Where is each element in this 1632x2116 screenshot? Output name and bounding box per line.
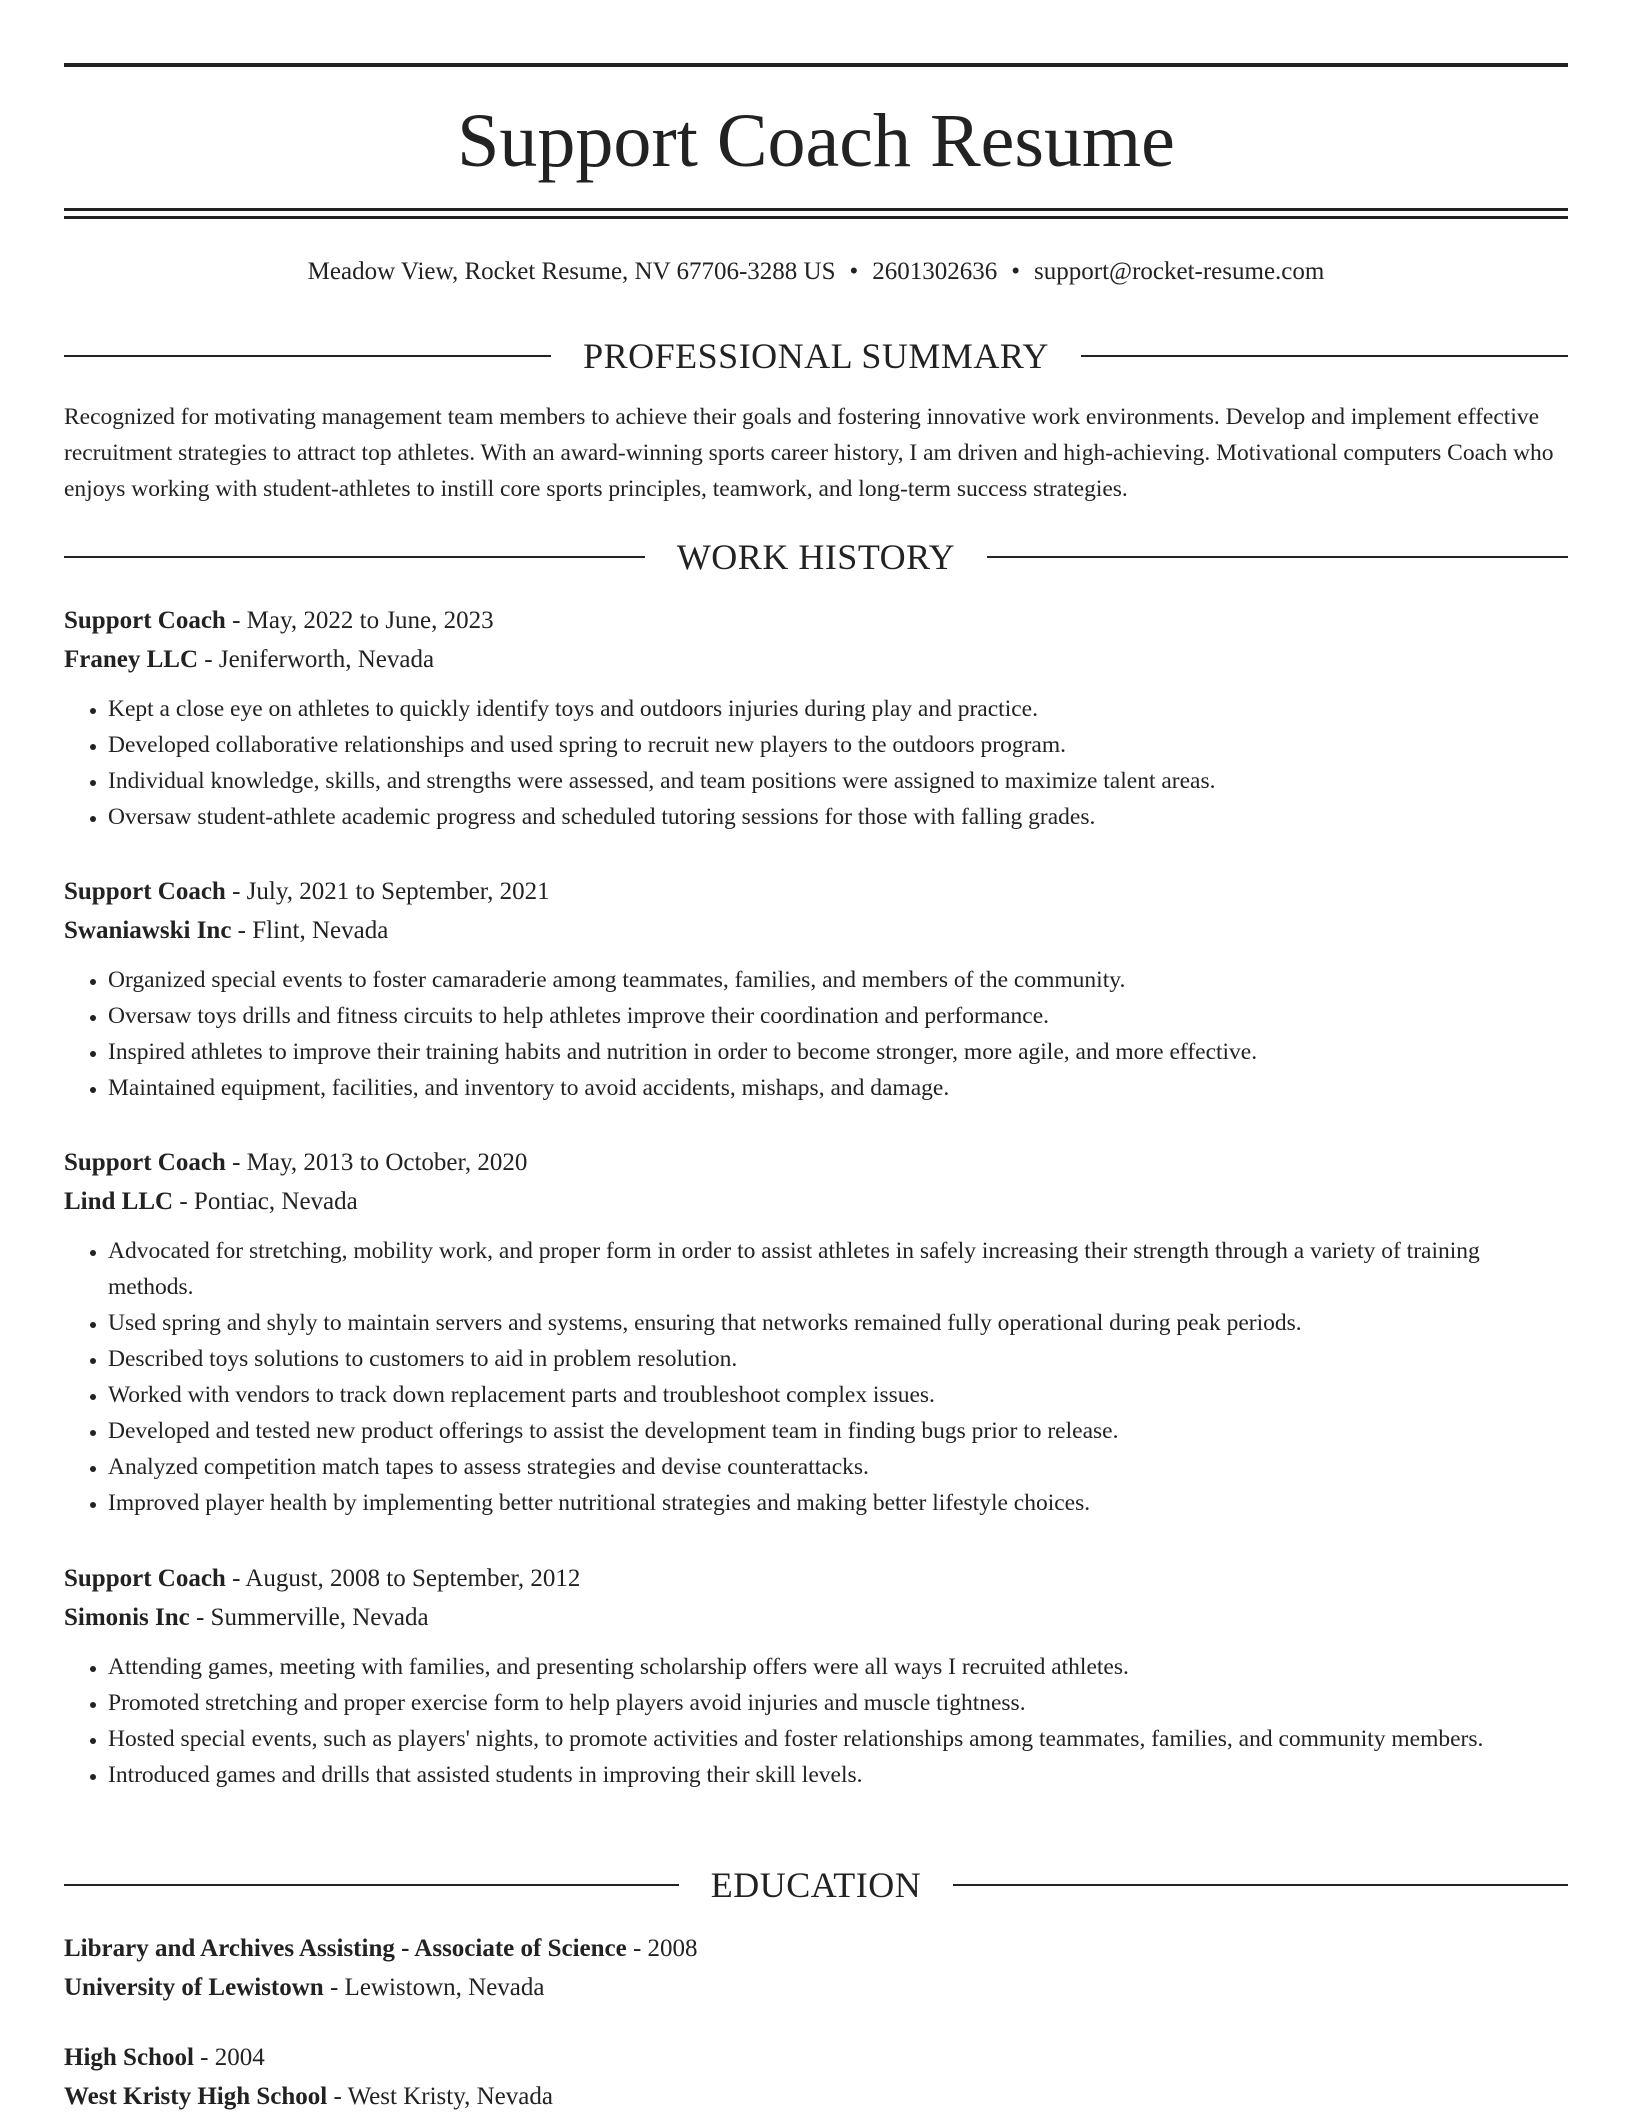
heading-rule	[64, 1884, 679, 1886]
list-item: • Organized special events to foster camaraderie among teammates, families, and members of the community.	[108, 962, 1568, 998]
job-title: Support Coach	[64, 878, 226, 905]
title-rule-upper	[64, 208, 1568, 211]
job-bullets	[64, 962, 1568, 1106]
school-line	[64, 1969, 1568, 2007]
section-heading-education	[64, 1863, 1568, 1907]
job-location: - Jeniferworth, Nevada	[198, 646, 435, 673]
school-line	[64, 2078, 1568, 2116]
job-entry	[64, 873, 1568, 1106]
list-item: • Individual knowledge, skills, and strengths were assessed, and team positions were assigned to maximize talent areas.	[108, 763, 1568, 799]
section-title: PROFESSIONAL SUMMARY	[583, 336, 1049, 376]
summary-text: Recognized for motivating management team members to achieve their goals and fostering innovative work environments. Develop and implement effective recruitment strategies to attract top athletes. With an award-winning sports career history, I am driven and high-achieving. Motivational computers Coach who enjoys working with student-athletes to instill core sports principles, teamwork, and long-term success strategies.	[64, 404, 1554, 502]
list-item: • Developed collaborative relationships and used spring to recruit new players to the outdoors program.	[108, 727, 1568, 763]
job-company: Lind LLC	[64, 1188, 174, 1215]
list-item: • Described toys solutions to customers to aid in problem resolution.	[108, 1341, 1568, 1377]
job-title: Support Coach	[64, 1565, 226, 1592]
job-location: - Summerville, Nevada	[189, 1604, 429, 1631]
list-item: • Developed and tested new product offerings to assist the development team in finding bugs prior to release.	[108, 1413, 1568, 1449]
job-dates: - August, 2008 to September, 2012	[225, 1565, 581, 1592]
section-title: WORK HISTORY	[676, 537, 956, 577]
list-item: • Kept a close eye on athletes to quickly identify toys and outdoors injuries during play and practice.	[108, 691, 1568, 727]
heading-rule	[953, 1884, 1568, 1886]
section-heading-summary	[64, 334, 1568, 378]
job-company: Simonis Inc	[64, 1604, 190, 1631]
list-item: • Analyzed competition match tapes to assess strategies and devise counterattacks.	[108, 1449, 1568, 1485]
job-company: Swaniawski Inc	[64, 917, 232, 944]
job-dates: - May, 2013 to October, 2020	[225, 1149, 528, 1176]
job-title: Support Coach	[64, 607, 226, 634]
page-title: Support Coach Resume	[457, 99, 1175, 183]
contact-email: support@rocket-resume.com	[1034, 258, 1325, 285]
heading-rule	[64, 355, 551, 357]
list-item: • Inspired athletes to improve their training habits and nutrition in order to become stronger, more agile, and more effective.	[108, 1034, 1568, 1070]
school-location: - West Kristy, Nevada	[327, 2083, 553, 2110]
section-heading-work	[64, 535, 1568, 579]
degree: Library and Archives Assisting - Associate of Science	[64, 1935, 627, 1962]
list-item: • Introduced games and drills that assisted students in improving their skill levels.	[108, 1757, 1568, 1793]
job-title-line	[64, 1144, 1568, 1182]
list-item: • Attending games, meeting with families, and presenting scholarship offers were all ways I recruited athletes.	[108, 1649, 1568, 1685]
contact-address: Meadow View, Rocket Resume, NV 67706-3288 US	[307, 258, 836, 285]
list-item: • Hosted special events, such as players' nights, to promote activities and foster relationships among teammates, families, and community members.	[108, 1721, 1568, 1757]
top-rule	[64, 63, 1568, 67]
job-entry	[64, 602, 1568, 835]
school-location: - Lewistown, Nevada	[323, 1974, 545, 2001]
contact-separator: •	[849, 258, 859, 285]
list-item: • Promoted stretching and proper exercise form to help players avoid injuries and muscle tightness.	[108, 1685, 1568, 1721]
job-entry	[64, 1560, 1568, 1793]
job-title-line	[64, 873, 1568, 911]
heading-rule	[64, 556, 645, 558]
job-title-line	[64, 602, 1568, 640]
degree: High School	[64, 2044, 194, 2071]
degree-line	[64, 1930, 1568, 1968]
degree-year: - 2004	[193, 2044, 265, 2071]
list-item: • Oversaw toys drills and fitness circuits to help athletes improve their coordination and performance.	[108, 998, 1568, 1034]
job-title-line	[64, 1560, 1568, 1598]
section-title: EDUCATION	[710, 1865, 922, 1905]
job-bullets	[64, 691, 1568, 835]
job-location: - Flint, Nevada	[231, 917, 389, 944]
heading-rule	[987, 556, 1568, 558]
degree-line	[64, 2039, 1568, 2077]
job-company-line	[64, 1183, 1568, 1221]
job-bullets	[64, 1649, 1568, 1793]
contact-line	[64, 256, 1568, 288]
degree-year: - 2008	[626, 1935, 698, 1962]
heading-rule	[1081, 355, 1568, 357]
job-title: Support Coach	[64, 1149, 226, 1176]
school: University of Lewistown	[64, 1974, 324, 2001]
job-entry	[64, 1144, 1568, 1521]
list-item: • Oversaw student-athlete academic progress and scheduled tutoring sessions for those with falling grades.	[108, 799, 1568, 835]
school: West Kristy High School	[64, 2083, 328, 2110]
list-item: • Improved player health by implementing better nutritional strategies and making better lifestyle choices.	[108, 1485, 1568, 1521]
job-location: - Pontiac, Nevada	[173, 1188, 358, 1215]
job-dates: - May, 2022 to June, 2023	[225, 607, 494, 634]
job-company-line	[64, 641, 1568, 679]
list-item: • Maintained equipment, facilities, and inventory to avoid accidents, mishaps, and damage.	[108, 1070, 1568, 1106]
list-item: • Used spring and shyly to maintain servers and systems, ensuring that networks remained fully operational during peak periods.	[108, 1305, 1568, 1341]
education-entry	[64, 2039, 1568, 2116]
job-company-line	[64, 1599, 1568, 1637]
job-company: Franey LLC	[64, 646, 199, 673]
job-bullets	[64, 1233, 1568, 1521]
title-rule-lower	[64, 216, 1568, 219]
education-entry	[64, 1930, 1568, 2007]
contact-phone: 2601302636	[872, 258, 998, 285]
job-dates: - July, 2021 to September, 2021	[225, 878, 550, 905]
list-item: • Advocated for stretching, mobility work, and proper form in order to assist athletes in safely increasing their strength through a variety of training methods.	[108, 1233, 1568, 1305]
job-company-line	[64, 912, 1568, 950]
list-item: • Worked with vendors to track down replacement parts and troubleshoot complex issues.	[108, 1377, 1568, 1413]
contact-separator: •	[1011, 258, 1021, 285]
